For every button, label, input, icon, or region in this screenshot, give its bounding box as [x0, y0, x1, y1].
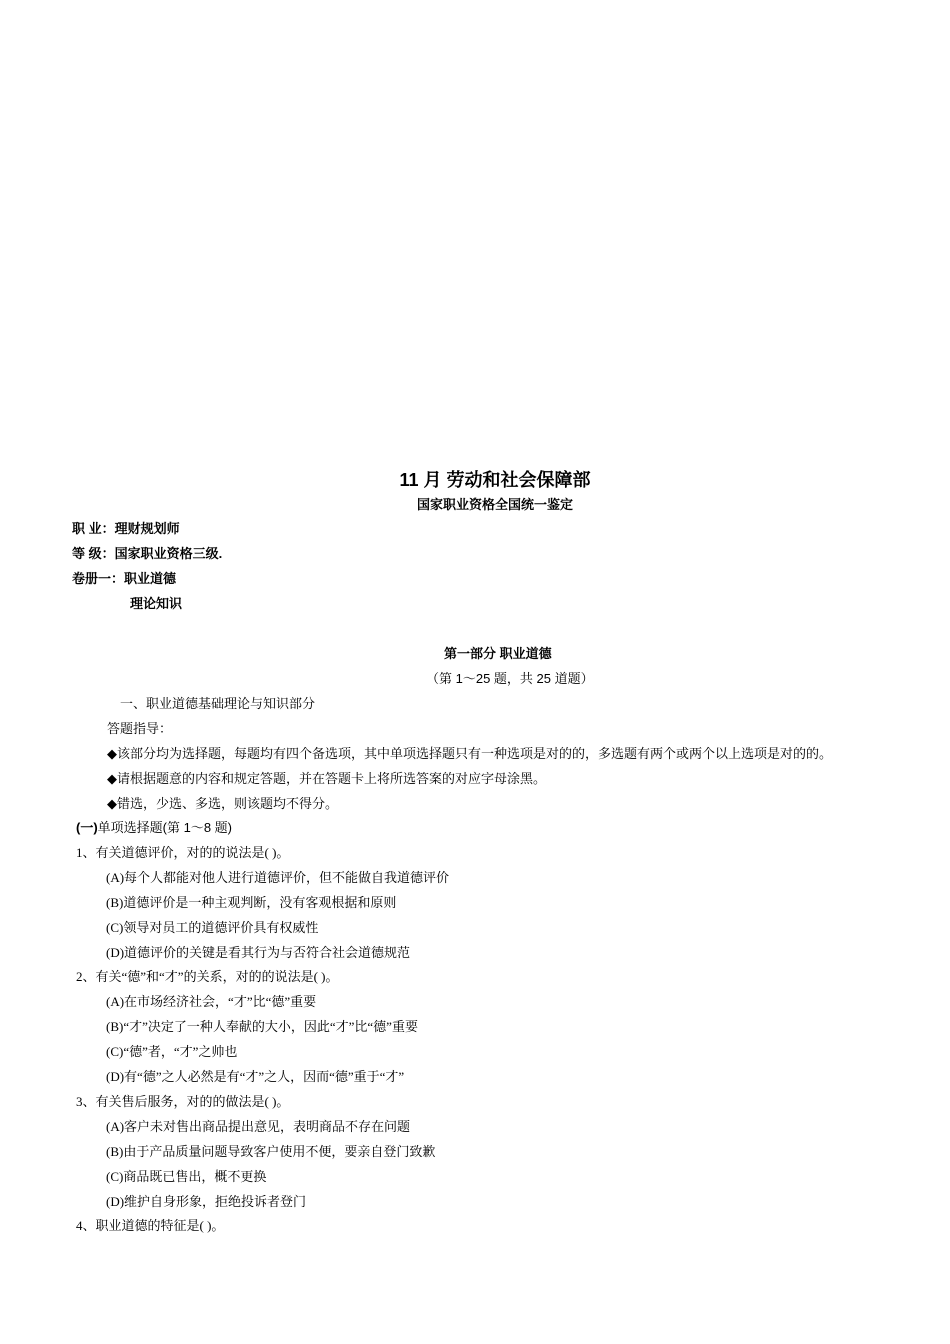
guide-title: 答题指导： — [107, 721, 173, 736]
question-stem: 3、有关售后服务，对的的做法是( )。 — [76, 1094, 290, 1109]
question-option: (A)客户未对售出商品提出意见，表明商品不存在问题 — [106, 1119, 411, 1134]
question-option: (C)商品既已售出，概不更换 — [106, 1169, 267, 1184]
question-stem: 1、有关道德评价，对的的说法是( )。 — [76, 845, 290, 860]
volume-line: 卷册一：职业道德 — [72, 571, 177, 586]
question-option: (C)“德”者，“才”之帅也 — [106, 1044, 238, 1059]
question-option: (A)在市场经济社会，“才”比“德”重要 — [106, 994, 317, 1009]
volume-subtitle: 理论知识 — [130, 596, 183, 611]
single-choice-label: 单项选择题(第 1～8 题) — [97, 820, 233, 835]
question-option: (C)领导对员工的道德评价具有权威性 — [106, 920, 319, 935]
question-option: (D)有“德”之人必然是有“才”之人，因而“德”重于“才” — [106, 1069, 405, 1084]
question-option: (B)“才”决定了一种人奉献的大小，因此“才”比“德”重要 — [106, 1019, 418, 1034]
single-choice-number: (一) — [76, 820, 98, 835]
occupation-line: 职 业：理财规划师 — [72, 521, 180, 536]
part-heading: 第一部分 职业道德 — [444, 646, 552, 661]
question-stem: 2、有关“德”和“才”的关系，对的的说法是( )。 — [76, 969, 339, 984]
question-option: (D)维护自身形象，拒绝投诉者登门 — [106, 1194, 307, 1209]
single-choice-heading — [76, 819, 232, 837]
question-option: (A)每个人都能对他人进行道德评价，但不能做自我道德评价 — [106, 870, 450, 885]
guide-item: ◆请根据题意的内容和规定答题，并在答题卡上将所选答案的对应字母涂黑。 — [107, 771, 546, 786]
question-stem: 4、职业道德的特征是( )。 — [76, 1218, 225, 1233]
section-heading: 一、职业道德基础理论与知识部分 — [120, 696, 316, 711]
level-line: 等 级：国家职业资格三级. — [72, 546, 223, 561]
question-option: (B)由于产品质量问题导致客户使用不便，要亲自登门致歉 — [106, 1144, 436, 1159]
question-option: (D)道德评价的关键是看其行为与否符合社会道德规范 — [106, 945, 411, 960]
guide-item: ◆该部分均为选择题，每题均有四个备选项，其中单项选择题只有一种选项是对的的，多选题有两个或两个以上选项是对的的。 — [107, 746, 832, 761]
document-subtitle: 国家职业资格全国统一鉴定 — [416, 497, 573, 512]
guide-item: ◆错选，少选、多选，则该题均不得分。 — [107, 796, 338, 811]
document-title: 11 月 劳动和社会保障部 — [399, 470, 591, 490]
part-question-range: （第 1～25 题，共 25 道题） — [426, 671, 594, 686]
question-option: (B)道德评价是一种主观判断，没有客观根据和原则 — [106, 895, 397, 910]
